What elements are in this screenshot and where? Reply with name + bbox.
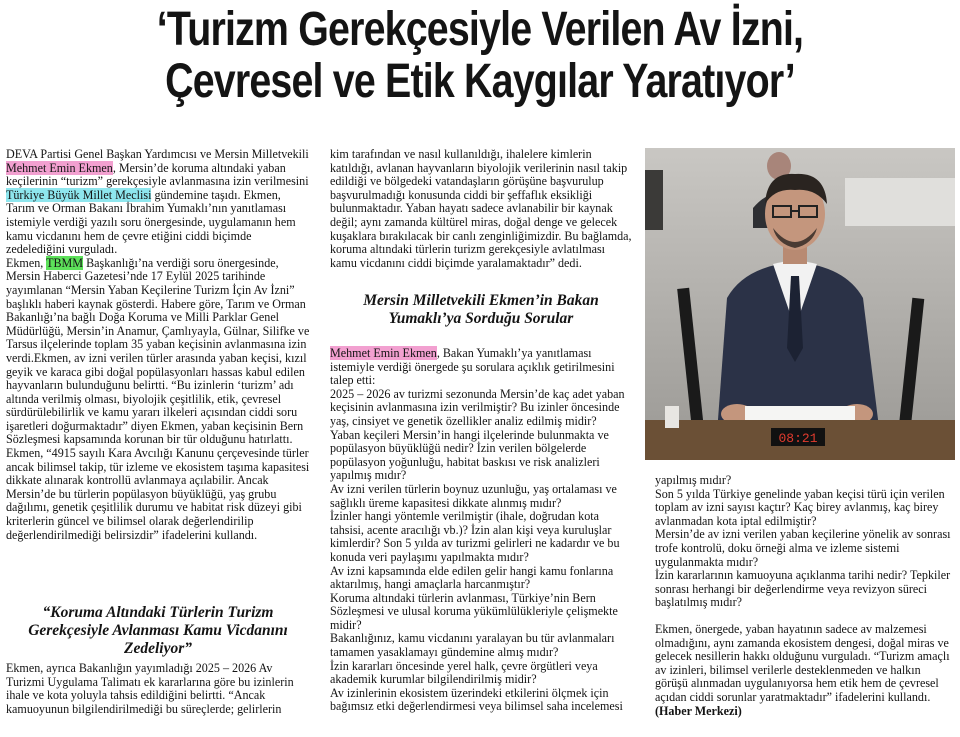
- article-column-1: [6, 148, 310, 542]
- question: Mersin’de av izni verilen yaban keçilerine yönelik av sonrası trofe kontrolü, doku örneği alma ve izleme sistemi uygulanmakta mıdır?: [655, 527, 951, 569]
- question: 2025 – 2026 av turizmi sezonunda Mersin’de kaç adet yaban keçisinin avlanmasına izin verilmiştir? Bu izinler öncesinde yaş, cinsiyet ve genetik özellikler analiz edilmiş midir?: [330, 386, 625, 428]
- article-column-1-bottom: [6, 662, 310, 716]
- highlighted-name: Mehmet Emin Ekmen: [330, 346, 437, 360]
- question: İzinler hangi yöntemle verilmiştir (ihale, doğrudan kota tahsisi, acente aracılığı vb.)? İzin alan kişi veya kuruluşlar kimlerdir? Son 5 yılda av turizmi gelirleri ne kadardır ve bu konuda veri paylaşımı yapılmakta mıdır?: [330, 509, 620, 564]
- article-column-2-questions: [330, 347, 632, 714]
- headline-line-2: Çevresel ve Etik Kaygılar Yaratıyor’: [165, 55, 795, 108]
- question: yapılmış mıdır?: [655, 473, 732, 487]
- question: Son 5 yılda Türkiye genelinde yaban keçisi türü için verilen toplam av izni sayısı kaçtır? Kaç birey avlanmış, kaç birey avlanmadan kota iptal edilmiştir?: [655, 486, 945, 528]
- subheading-2: Mersin Milletvekili Ekmen’in Bakan Yumaklı’ya Sorduğu Sorular: [363, 292, 599, 327]
- question: Yaban keçileri Mersin’in hangi ilçelerinde bulunmakta ve popülasyon büyüklüğü nedir? İzin verilen bölgelerde popülasyon yoğunluğu, habitat baskısı ve risk analizleri yapılmış mıdır?: [330, 427, 609, 483]
- question: Bakanlığınız, kamu vicdanını yaralayan bu tür avlanmaları tamamen yasaklamayı gündemine almış mıdır?: [330, 631, 615, 660]
- paragraph: Ekmen, ayrıca Bakanlığın yayımladığı 2025 – 2026 Av Turizmi Uygulama Talimatı ek kararlarına göre bu izinlerin ihale ve kota yoluyla tahsis edildiğini belirtti. “Ancak kamuoyunun bilgilendirilmediği bu süreçlerde; gelirlerin: [6, 661, 294, 716]
- paragraph: Ekmen, TBMM Başkanlığı’na verdiği soru önergesinde, Mersin Haberci Gazetesi’nde 17 Eylül 2025 tarihinde yayımlanan “Mersin Yaban Keçilerine Turizm İçin Av İzni” başlıklı haberi kaynak gösterdi. Habere göre, Tarım ve Orman Bakanlığı’na bağlı Doğa Koruma ve Milli Parklar Genel Müdürlüğü, Mersin’in Anamur, Çamlıyayla, Gülnar, Silifke ve Tarsus ilçelerinde toplam 35 yaban keçisinin avlanmasına izin verdi.Ekmen, av izni verilen türler arasında yaban keçisi, kızıl geyik ve karaca gibi doğal popülasyonları hassas kabul edilen hayvanların bulunduğunu belirtti. “Bu izinlerin ‘turizm’ adı altında verilmiş olması, biyolojik çeşitlilik, etik, çevresel sürdürülebilirlik ve kamu yararı ilkeleri açısından ciddi soru işaretleri doğurmaktadır” diyen Ekmen, yaban keçisinin Bern Sözleşmesi kapsamında korunan bir tür olduğunu hatırlattı.: [6, 255, 310, 447]
- question: Av izni verilen türlerin boynuz uzunluğu, yaş ortalaması ve sağlıklı üreme kapasitesi dikkate alınmış mıdır?: [330, 481, 617, 510]
- speaker-photo: [645, 148, 955, 460]
- question: İzin kararları öncesinde yerel halk, çevre örgütleri veya akademik kurumlar bilgilendirilmiş midir?: [330, 658, 598, 687]
- timer-display: 08:21: [778, 431, 818, 446]
- paragraph: Mehmet Emin Ekmen, Bakan Yumaklı’ya yanıtlaması istemiyle verdiği önergede şu sorulara açıklık getirilmesini talep etti:: [330, 346, 615, 388]
- paragraph: DEVA Partisi Genel Başkan Yardımcısı ve Mersin Milletvekili Mehmet Emin Ekmen, Mersin’de koruma altındaki yaban keçilerinin “turizm” gerekçesiyle avlanmasına izin verilmesini Türkiye Büyük Millet Meclisi gündemine taşıdı. Ekmen, Tarım ve Orman Bakanı İbrahim Yumaklı’nın yanıtlaması istemiyle verdiği yazılı soru önergesinde, uygulamanın hem kamu vicdanını hem de çevre etiğini ciddi biçimde zedelediğini vurguladı.: [6, 147, 309, 257]
- paragraph: Ekmen, “4915 sayılı Kara Avcılığı Kanunu çerçevesinde türler ancak bilimsel takip, tür izleme ve ekosistem taşıma kapasitesi dikkate alınarak kontrollü avlanmaya açılabilir. Ancak Mersin’de bu türlerin popülasyon büyüklüğü, yaş grubu dağılımı, genetik çeşitlilik durumu ve habitat risk düzeyi gibi kriterlerin güncel ve bilimsel olarak değerlendirilip değerlendirilmediği belirsizdir” ifadelerini kullandı.: [6, 446, 310, 542]
- question: Av izinlerinin ekosistem üzerindeki etkilerini ölçmek için bağımsız etki değerlendirmesi veya bilimsel saha incelemesi: [330, 685, 623, 714]
- paragraph: Ekmen, önergede, yaban hayatının sadece av malzemesi olmadığını, aynı zamanda ekosistem dengesi, doğal miras ve gelecek nesillerin hakkı olduğunu vurguladı. “Turizm amaçlı av izinleri, bilimsel verilerle desteklenmeden ve halkın görüşü alınmadan uygulanıyorsa hem etik hem de çevresel açıdan ciddi sorunlar yaratmaktadır” ifadelerini kullandı. (Haber Merkezi): [655, 621, 950, 718]
- paragraph: kim tarafından ve nasıl kullanıldığı, ihalelere kimlerin katıldığı, avlanan hayvanların biyolojik verilerinin nasıl takip edildiği ve bölgedeki vatandaşların görüşüne başvurulup başvurulmadığı konusunda ciddi bir şeffaflık eksikliği bulunmaktadır. Yaban hayatı sadece avlanabilir bir kaynak değil; aynı zamanda kültürel miras, doğal denge ve gelecek kuşaklara bırakılacak bir canlı zenginliğimizdir. Bu bağlamda, koruma altındaki türlerin turizm gerekçesiyle avlatılması kamu vicdanını ciddi biçimde yaralamaktadır” dedi.: [330, 147, 632, 270]
- highlighted-institution: Türkiye Büyük Millet Meclisi: [6, 187, 152, 202]
- highlighted-tbmm: TBMM: [46, 255, 84, 270]
- headline-line-1: ‘Turizm Gerekçesiyle Verilen Av İzni,: [156, 3, 804, 56]
- subheading-1: “Koruma Altındaki Türlerin Turizm Gerekçesiyle Avlanması Kamu Vicdanını Zedeliyor”: [28, 604, 288, 657]
- question: Av izni kapsamında elde edilen gelir hangi kamu fonlarına aktarılmış, hangi amaçlarla harcanmıştır?: [330, 563, 614, 592]
- highlighted-name: Mehmet Emin Ekmen: [6, 160, 113, 175]
- question: İzin kararlarının kamuoyuna açıklanma tarihi nedir? Tepkiler sonrası herhangi bir değerlendirme veya revizyon süreci başlatılmış mıdır?: [655, 568, 951, 610]
- headline: [86, 0, 873, 108]
- article-column-3: [655, 474, 953, 718]
- question: Koruma altındaki türlerin avlanması, Türkiye’nin Bern Sözleşmesi ve ulusal koruma yükümlülükleriyle çelişmekte midir?: [330, 590, 618, 632]
- article-column-2: [330, 148, 632, 270]
- article-photo: [645, 148, 955, 460]
- byline: (Haber Merkezi): [655, 703, 742, 718]
